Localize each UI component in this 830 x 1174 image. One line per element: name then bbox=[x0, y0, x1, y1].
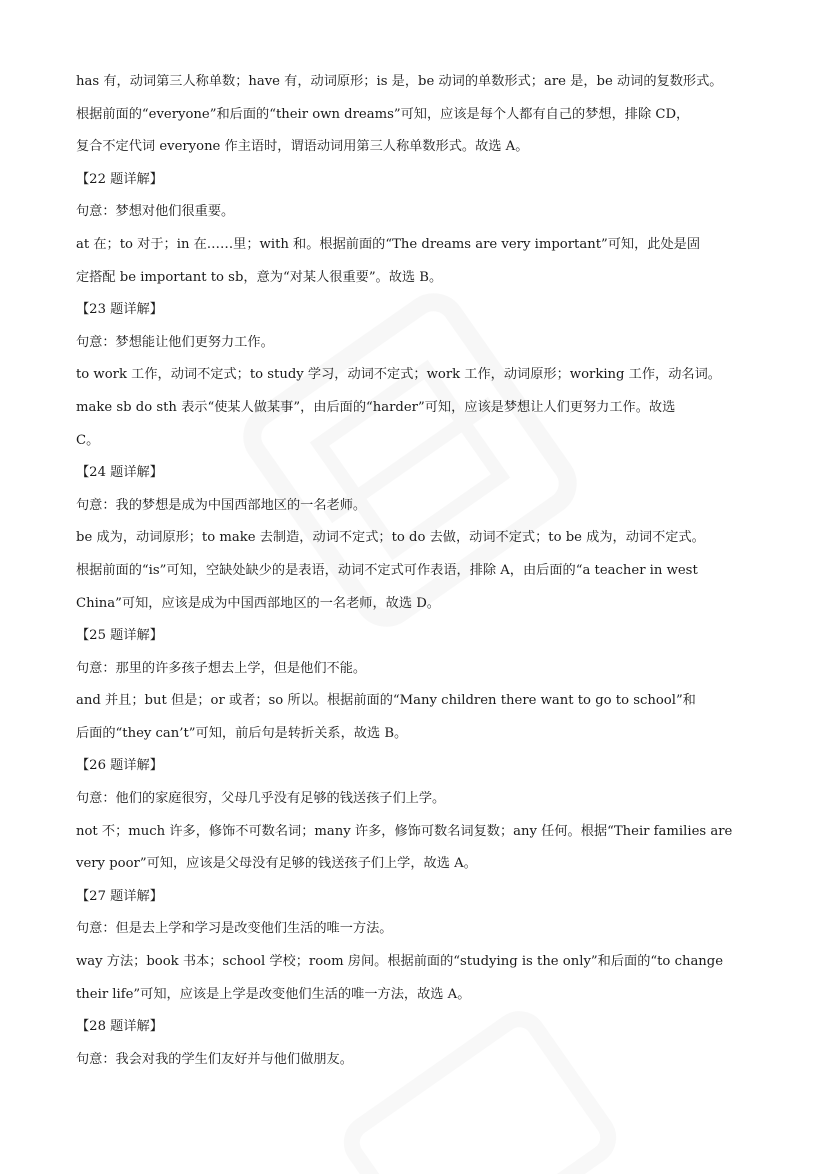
sentence-meaning: 句意：梦想对他们很重要。 bbox=[76, 204, 235, 220]
text-line: very poor”可知，应该是父母没有足够的钱送孩子们上学，故选 A。 bbox=[76, 856, 477, 872]
sentence-meaning: 句意：梦想能让他们更努力工作。 bbox=[76, 334, 274, 350]
text-line: 定搭配 be important to sb，意为“对某人很重要”。故选 B。 bbox=[76, 269, 443, 285]
text-line: way 方法；book 书本；school 学校；room 房间。根据前面的“studying is the only”和后面的“to change bbox=[76, 954, 724, 970]
text-line: be 成为，动词原形；to make 去制造，动词不定式；to do 去做，动词不定式；to be 成为，动词不定式。 bbox=[76, 530, 705, 546]
question-heading: 【28 题详解】 bbox=[76, 1019, 163, 1035]
question-heading: 【22 题详解】 bbox=[76, 171, 163, 187]
question-heading: 【27 题详解】 bbox=[76, 888, 163, 904]
text-line: 后面的“they can’t”可知，前后句是转折关系，故选 B。 bbox=[76, 725, 408, 741]
text-line: 复合不定代词 everyone 作主语时，谓语动词用第三人称单数形式。故选 A。 bbox=[76, 139, 529, 155]
question-heading: 【23 题详解】 bbox=[76, 302, 163, 318]
question-heading: 【25 题详解】 bbox=[76, 628, 163, 644]
text-line: 根据前面的“everyone”和后面的“their own dreams”可知，应该是每个人都有自己的梦想，排除 CD， bbox=[76, 106, 690, 122]
text-line: has 有，动词第三人称单数；have 有，动词原形；is 是，be 动词的单数形式；are 是，be 动词的复数形式。 bbox=[76, 74, 723, 89]
text-line: China”可知，应该是成为中国西部地区的一名老师，故选 D。 bbox=[76, 595, 440, 611]
text-line: make sb do sth 表示“使某人做某事”，由后面的“harder”可知，应该是梦想让人们更努力工作。故选 bbox=[76, 399, 676, 415]
text-line: and 并且；but 但是；or 或者；so 所以。根据前面的“Many children there want to go to school”和 bbox=[76, 693, 696, 709]
sentence-meaning: 句意：我的梦想是成为中国西部地区的一名老师。 bbox=[76, 497, 367, 513]
sentence-meaning: 句意：我会对我的学生们友好并与他们做朋友。 bbox=[76, 1051, 353, 1067]
explanation-content bbox=[76, 66, 758, 1076]
text-line: their life”可知，应该是上学是改变他们生活的唯一方法，故选 A。 bbox=[76, 986, 471, 1002]
sentence-meaning: 句意：他们的家庭很穷，父母几乎没有足够的钱送孩子们上学。 bbox=[76, 791, 446, 807]
sentence-meaning: 句意：但是去上学和学习是改变他们生活的唯一方法。 bbox=[76, 921, 393, 937]
question-heading: 【24 题详解】 bbox=[76, 465, 163, 481]
question-heading: 【26 题详解】 bbox=[76, 758, 163, 774]
text-line: 根据前面的“is”可知，空缺处缺少的是表语，动词不定式可作表语，排除 A，由后面的“a teacher in west bbox=[76, 562, 698, 578]
text-line: C。 bbox=[76, 432, 100, 448]
text-line: not 不；much 许多，修饰不可数名词；many 许多，修饰可数名词复数；any 任何。根据“Their families are bbox=[76, 823, 733, 839]
sentence-meaning: 句意：那里的许多孩子想去上学，但是他们不能。 bbox=[76, 660, 367, 676]
text-line: to work 工作，动词不定式；to study 学习，动词不定式；work 工作，动词原形；working 工作，动名词。 bbox=[76, 367, 721, 383]
text-line: at 在；to 对于；in 在……里；with 和。根据前面的“The dreams are very important”可知，此处是固 bbox=[76, 236, 701, 252]
